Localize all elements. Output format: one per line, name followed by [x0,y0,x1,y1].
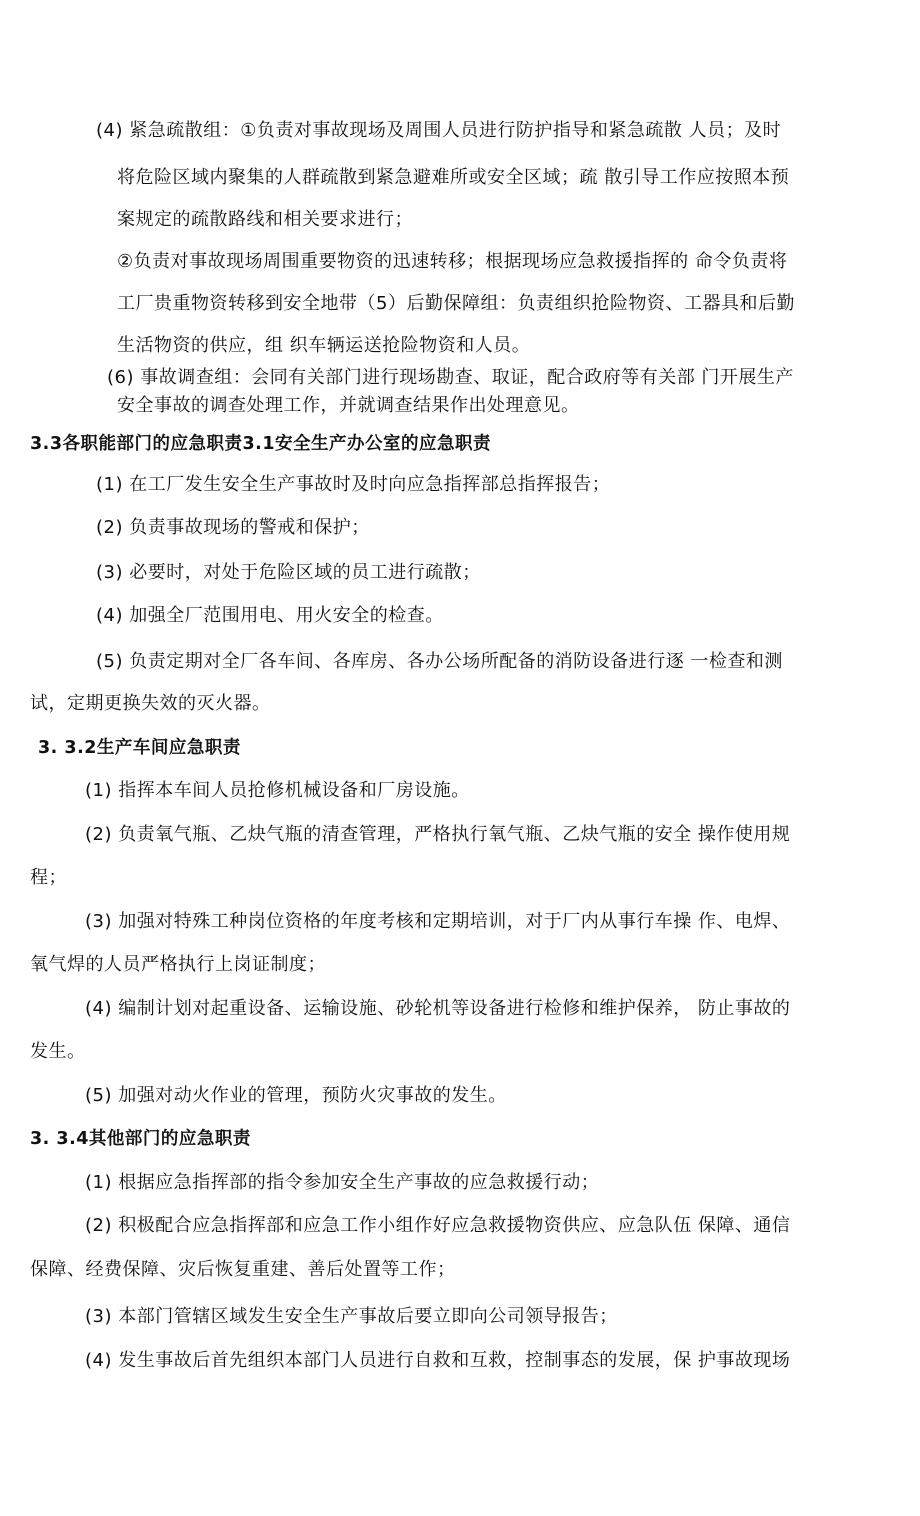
list-item: 氧气焊的人员严格执行上岗证制度； [30,954,326,975]
list-item: 试，定期更换失效的灭火器。 [30,693,271,714]
text-line: (6) 事故调查组：会同有关部门进行现场勘查、取证，配合政府等有关部 门开展生产 [107,367,794,388]
list-item: (5) 负责定期对全厂各车间、各库房、各办公场所配备的消防设备进行逐 一检查和测 [96,651,783,672]
list-item: 保障、经费保障、灾后恢复重建、善后处置等工作； [30,1259,456,1280]
list-item: (2) 积极配合应急指挥部和应急工作小组作好应急救援物资供应、应急队伍 保障、通信 [85,1215,791,1236]
list-item: (4) 发生事故后首先组织本部门人员进行自救和互救，控制事态的发展，保 护事故现场 [85,1350,791,1371]
text-line: ②负责对事故现场周围重要物资的迅速转移；根据现场应急救援指挥的 命令负责将 [117,251,788,272]
text-line: 将危险区域内聚集的人群疏散到紧急避难所或安全区域；疏 散引导工作应按照本预 [117,167,790,188]
section-heading: 3. 3.4其他部门的应急职责 [30,1129,251,1149]
section-heading: 3.3各职能部门的应急职责3.1安全生产办公室的应急职责 [30,434,492,454]
list-item: (3) 必要时，对处于危险区域的员工进行疏散； [96,562,481,583]
list-item: 程； [30,867,67,888]
text-line: 案规定的疏散路线和相关要求进行； [117,209,413,230]
list-item: (5) 加强对动火作业的管理，预防火灾事故的发生。 [85,1085,507,1106]
list-item: 发生。 [30,1041,86,1062]
list-item: (2) 负责氧气瓶、乙炔气瓶的清查管理，严格执行氧气瓶、乙炔气瓶的安全 操作使用规 [85,824,791,845]
list-item: (1) 在工厂发生安全生产事故时及时向应急指挥部总指挥报告； [96,474,611,495]
text-line: 生活物资的供应，组 织车辆运送抢险物资和人员。 [117,335,531,356]
list-item: (1) 根据应急指挥部的指令参加安全生产事故的应急救援行动； [85,1172,600,1193]
list-item: (1) 指挥本车间人员抢修机械设备和厂房设施。 [85,780,470,801]
list-item: (3) 加强对特殊工种岗位资格的年度考核和定期培训，对于厂内从事行车操 作、电焊、 [85,911,791,932]
text-line: 安全事故的调查处理工作，并就调查结果作出处理意见。 [117,395,580,416]
section-heading: 3. 3.2生产车间应急职责 [38,738,241,758]
list-item: (2) 负责事故现场的警戒和保护； [96,517,370,538]
list-item: (4) 加强全厂范围用电、用火安全的检查。 [96,605,444,626]
list-item: (4) 编制计划对起重设备、运输设施、砂轮机等设备进行检修和维护保养， 防止事故的 [85,998,791,1019]
text-line: 工厂贵重物资转移到安全地带（5）后勤保障组：负责组织抢险物资、工器具和后勤 [117,293,795,314]
text-line: (4) 紧急疏散组：①负责对事故现场及周围人员进行防护指导和紧急疏散 人员；及时 [96,120,782,141]
list-item: (3) 本部门管辖区域发生安全生产事故后要立即向公司领导报告； [85,1306,618,1327]
